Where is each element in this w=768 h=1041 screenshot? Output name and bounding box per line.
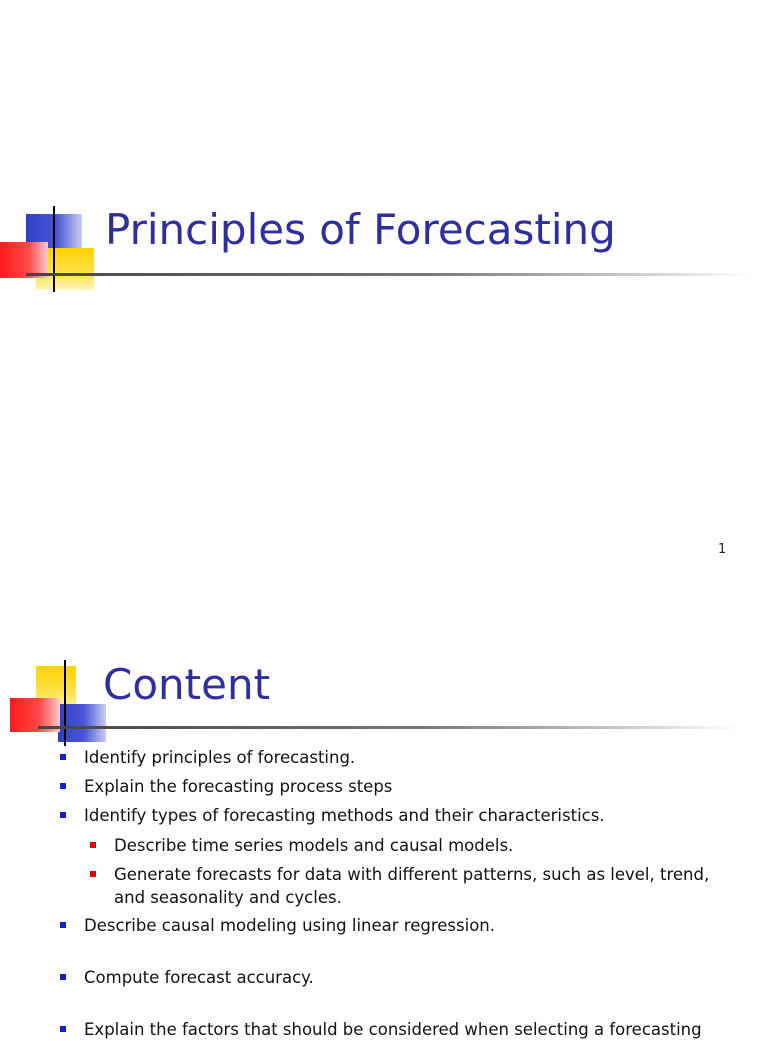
page-number: 1: [718, 542, 727, 557]
bullet-text: Identify principles of forecasting.: [84, 748, 356, 767]
bullet-text: Describe time series models and causal models.: [114, 836, 514, 855]
list-item: [84, 914, 734, 937]
logo-vertical-line: [53, 206, 55, 292]
bullet-square-icon: [90, 842, 96, 848]
bullet-text: Explain the factors that should be considered when selecting a forecasting: [84, 1020, 702, 1039]
logo-vertical-line: [64, 660, 66, 746]
slide-title: Content: [103, 660, 271, 709]
content-bullet-list: [84, 746, 734, 833]
bullet-text: Describe causal modeling using linear regression.: [84, 916, 496, 935]
bullet-square-icon: [60, 754, 66, 760]
bullet-square-icon: [60, 922, 66, 928]
bullet-square-icon: [90, 871, 96, 877]
list-item: [84, 804, 734, 827]
bullet-text: Generate forecasts for data with different patterns, such as level, trend, and seasonality and cycles.: [114, 865, 710, 907]
bullet-square-icon: [60, 812, 66, 818]
content-bullet-list: [84, 914, 734, 1041]
bullet-text: Compute forecast accuracy.: [84, 968, 314, 987]
list-item: [84, 1018, 734, 1041]
sub-bullet-list: [114, 834, 734, 909]
list-item: [84, 746, 734, 769]
list-item: [84, 966, 734, 989]
bullet-text: Explain the forecasting process steps: [84, 777, 393, 796]
slide-title: Principles of Forecasting: [105, 205, 616, 254]
title-underline: [38, 726, 738, 729]
bullet-square-icon: [60, 783, 66, 789]
bullet-square-icon: [60, 1026, 66, 1032]
list-item: [114, 863, 734, 909]
list-item: [114, 834, 734, 857]
list-item: [84, 775, 734, 798]
bullet-square-icon: [60, 974, 66, 980]
bullet-text: Identify types of forecasting methods and their characteristics.: [84, 806, 605, 825]
title-underline: [26, 273, 750, 276]
